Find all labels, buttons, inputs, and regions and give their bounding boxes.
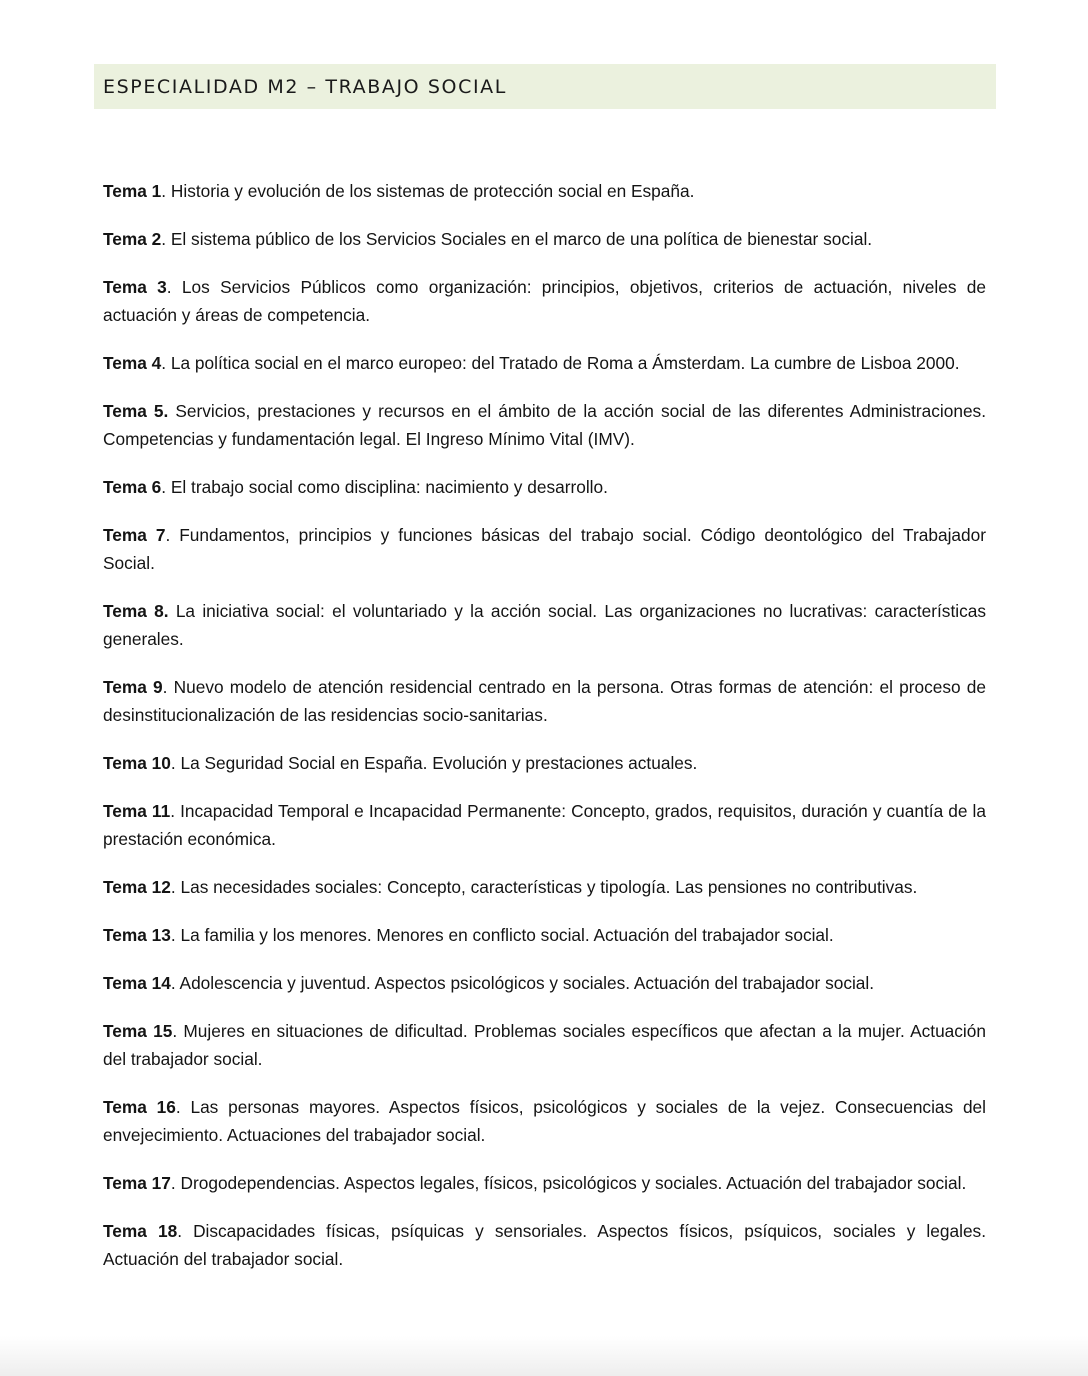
topic-item bbox=[103, 177, 986, 205]
topic-list bbox=[103, 177, 986, 1293]
topic-label: Tema 17 bbox=[103, 1173, 171, 1193]
topic-item bbox=[103, 749, 986, 777]
topic-item bbox=[103, 969, 986, 997]
topic-label: Tema 15 bbox=[103, 1021, 173, 1041]
topic-item bbox=[103, 349, 986, 377]
topic-text: . Incapacidad Temporal e Incapacidad Permanente: Concepto, grados, requisitos, duración y cuantía de la prestación económica. bbox=[103, 801, 987, 849]
topic-text: . Adolescencia y juventud. Aspectos psicológicos y sociales. Actuación del trabajador social. bbox=[170, 973, 875, 993]
topic-label: Tema 5. bbox=[103, 401, 169, 421]
topic-item bbox=[103, 797, 986, 853]
topic-label: Tema 12 bbox=[103, 877, 171, 897]
topic-label: Tema 13 bbox=[103, 925, 171, 945]
topic-item bbox=[103, 473, 986, 501]
topic-label: Tema 18 bbox=[103, 1221, 178, 1241]
topic-item bbox=[103, 521, 986, 577]
topic-item bbox=[103, 873, 986, 901]
topic-label: Tema 11 bbox=[103, 801, 171, 821]
topic-label: Tema 2 bbox=[103, 229, 162, 249]
topic-item bbox=[103, 1169, 986, 1197]
topic-label: Tema 3 bbox=[103, 277, 167, 297]
topic-text: . Discapacidades físicas, psíquicas y sensoriales. Aspectos físicos, psíquicos, sociales y legales. Actuación del trabajador social. bbox=[103, 1221, 986, 1269]
topic-item bbox=[103, 1093, 986, 1149]
topic-item bbox=[103, 673, 986, 729]
page-bottom-shadow bbox=[0, 1336, 1088, 1376]
topic-text: . El trabajo social como disciplina: nacimiento y desarrollo. bbox=[161, 477, 608, 497]
topic-text: La iniciativa social: el voluntariado y la acción social. Las organizaciones no lucrativas: características generales. bbox=[103, 601, 986, 649]
topic-text: . Fundamentos, principios y funciones básicas del trabajo social. Código deontológico del Trabajador Social. bbox=[103, 525, 986, 573]
topic-text: . Las personas mayores. Aspectos físicos, psicológicos y sociales de la vejez. Consecuencias del envejecimiento. Actuaciones del trabajador social. bbox=[103, 1097, 987, 1145]
topic-text: Servicios, prestaciones y recursos en el ámbito de la acción social de las diferentes Administraciones. Competencias y fundamentación legal. El Ingreso Mínimo Vital (IMV). bbox=[103, 401, 986, 449]
topic-label: Tema 8. bbox=[103, 601, 169, 621]
topic-text: . Drogodependencias. Aspectos legales, físicos, psicológicos y sociales. Actuación del trabajador social. bbox=[170, 1173, 967, 1193]
topic-text: . La política social en el marco europeo: del Tratado de Roma a Ámsterdam. La cumbre de Lisboa 2000. bbox=[161, 353, 960, 373]
topic-item bbox=[103, 225, 986, 253]
topic-label: Tema 7 bbox=[103, 525, 166, 545]
topic-text: . Las necesidades sociales: Concepto, características y tipología. Las pensiones no contributivas. bbox=[170, 877, 918, 897]
section-heading-band bbox=[94, 64, 996, 109]
topic-text: . Los Servicios Públicos como organización: principios, objetivos, criterios de actuación, niveles de actuación y áreas de competencia. bbox=[103, 277, 986, 325]
topic-text: . Nuevo modelo de atención residencial centrado en la persona. Otras formas de atención: el proceso de desinstitucionalización de las residencias socio-sanitarias. bbox=[103, 677, 986, 725]
topic-item bbox=[103, 921, 986, 949]
topic-label: Tema 6 bbox=[103, 477, 162, 497]
topic-label: Tema 16 bbox=[103, 1097, 176, 1117]
topic-label: Tema 9 bbox=[103, 677, 163, 697]
topic-item bbox=[103, 597, 986, 653]
topic-text: . El sistema público de los Servicios Sociales en el marco de una política de bienestar social. bbox=[161, 229, 873, 249]
topic-label: Tema 4 bbox=[103, 353, 162, 373]
topic-item bbox=[103, 273, 986, 329]
topic-text: . La Seguridad Social en España. Evolución y prestaciones actuales. bbox=[170, 753, 698, 773]
topic-label: Tema 1 bbox=[103, 181, 162, 201]
topic-text: . Mujeres en situaciones de dificultad. Problemas sociales específicos que afectan a la mujer. Actuación del trabajador social. bbox=[103, 1021, 986, 1069]
section-heading: ESPECIALIDAD M2 – TRABAJO SOCIAL bbox=[103, 75, 507, 98]
topic-item bbox=[103, 397, 986, 453]
topic-label: Tema 14 bbox=[103, 973, 171, 993]
topic-text: . Historia y evolución de los sistemas de protección social en España. bbox=[161, 181, 695, 201]
topic-item bbox=[103, 1017, 986, 1073]
topic-text: . La familia y los menores. Menores en conflicto social. Actuación del trabajador social. bbox=[170, 925, 834, 945]
topic-label: Tema 10 bbox=[103, 753, 171, 773]
topic-item bbox=[103, 1217, 986, 1273]
